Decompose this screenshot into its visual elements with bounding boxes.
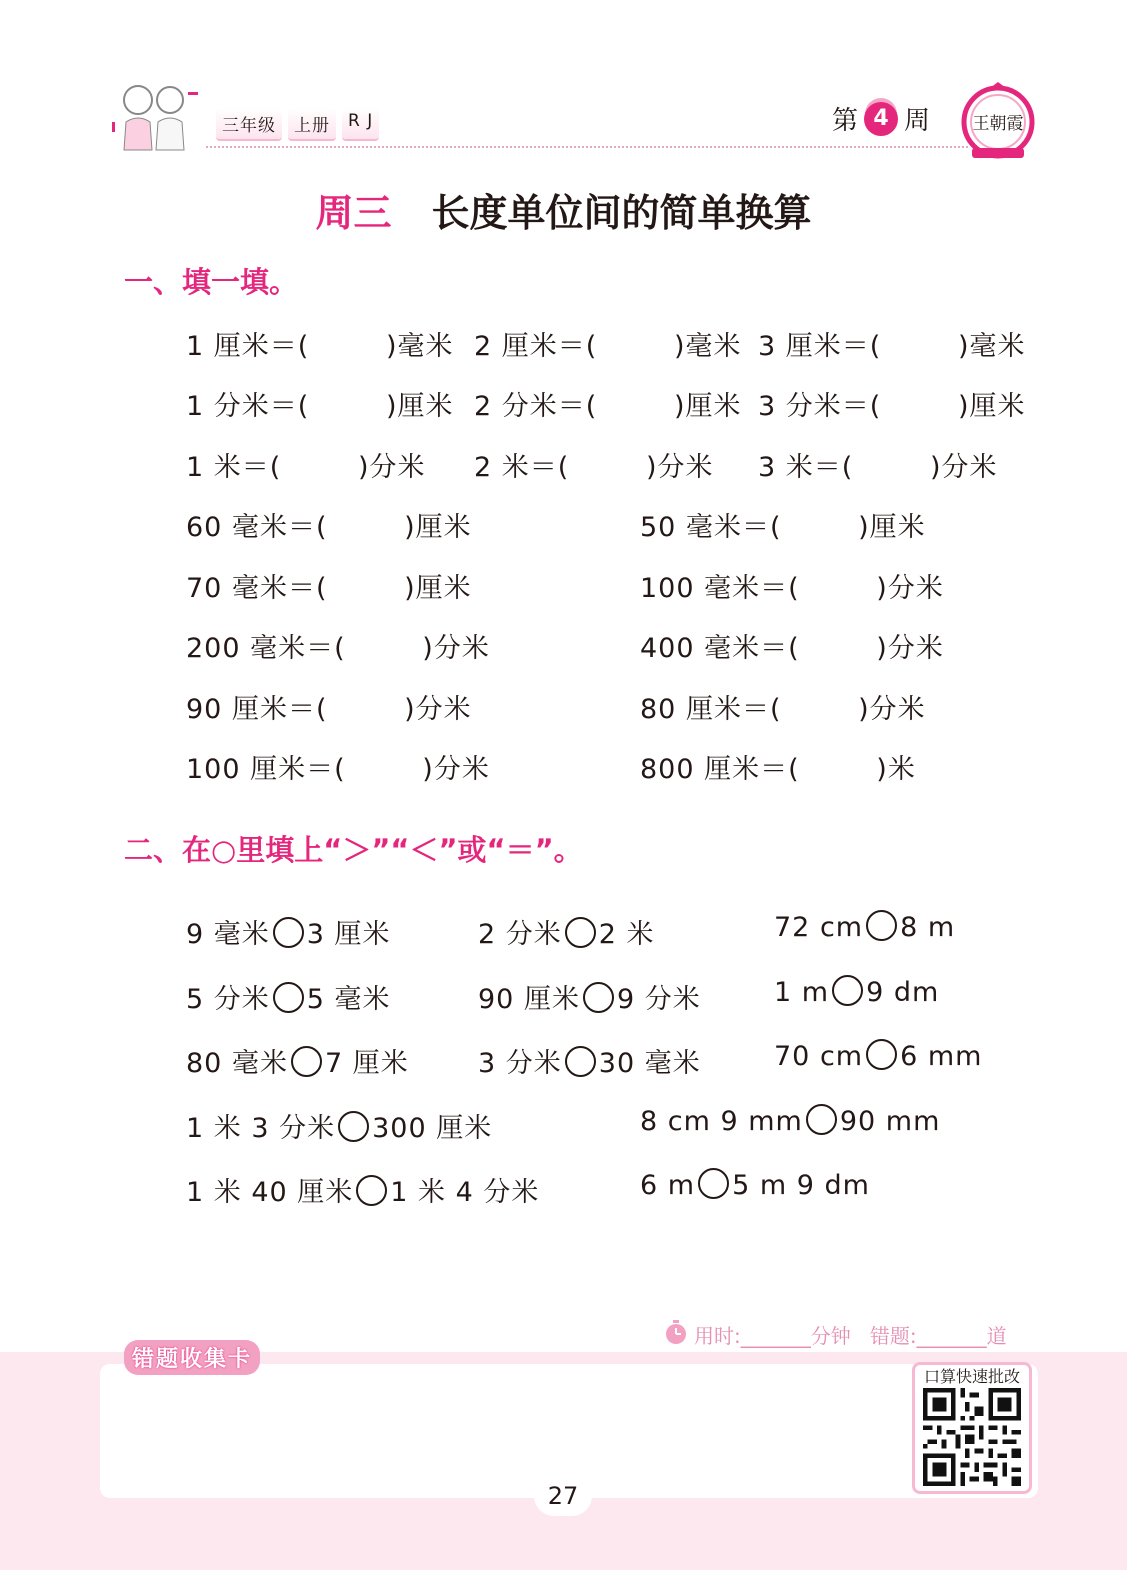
header-divider — [206, 146, 968, 148]
badge-text: 王朝霞 — [972, 114, 1024, 134]
question-3-3: 3 米＝( )分米 — [758, 452, 998, 483]
question-2-3: 3 分米＝( )厘米 — [758, 391, 1026, 422]
answer-circle[interactable] — [583, 982, 614, 1013]
compare-1-1 — [186, 912, 391, 951]
question-8-2: 800 厘米＝( )米 — [640, 754, 916, 785]
compare-4-1 — [186, 1106, 492, 1145]
answer-circle[interactable] — [291, 1046, 322, 1077]
compare-left: 1 米 3 分米 — [186, 1113, 336, 1144]
question-4-1: 60 毫米＝( )厘米 — [186, 512, 472, 543]
compare-left: 5 分米 — [186, 984, 270, 1015]
compare-right: 6 mm — [900, 1041, 983, 1072]
answer-circle[interactable] — [565, 1046, 596, 1077]
compare-3-1 — [186, 1041, 409, 1080]
question-3-2: 2 米＝( )分米 — [474, 452, 714, 483]
answer-circle[interactable] — [338, 1111, 369, 1142]
compare-2-3 — [774, 977, 939, 1008]
compare-right: 9 分米 — [616, 984, 701, 1015]
answer-circle[interactable] — [866, 1039, 897, 1070]
time-spent-field[interactable]: 用时:_______分钟 — [694, 1324, 851, 1348]
compare-2-2 — [478, 977, 701, 1016]
compare-right: 8 m — [900, 912, 956, 943]
compare-left: 72 cm — [774, 912, 864, 943]
compare-left: 9 毫米 — [186, 919, 270, 950]
time-and-errors — [694, 1320, 1007, 1349]
compare-left: 3 分米 — [478, 1048, 562, 1079]
question-7-2: 80 厘米＝( )分米 — [640, 694, 926, 725]
compare-right: 9 dm — [866, 977, 940, 1008]
compare-left: 8 cm 9 mm — [640, 1106, 803, 1137]
error-count-field[interactable]: 错题:_______道 — [869, 1324, 1007, 1348]
question-6-2: 400 毫米＝( )分米 — [640, 633, 944, 664]
qr-caption: 口算快速批改 — [923, 1367, 1020, 1386]
compare-left: 6 m — [640, 1170, 696, 1201]
grade-labels — [216, 108, 379, 141]
question-1-2: 2 厘米＝( )毫米 — [474, 331, 742, 362]
compare-2-1 — [186, 977, 391, 1016]
answer-circle[interactable] — [356, 1175, 387, 1206]
answer-circle[interactable] — [866, 910, 897, 941]
compare-right: 300 厘米 — [372, 1113, 493, 1144]
question-2-1: 1 分米＝( )厘米 — [186, 391, 454, 422]
answer-circle[interactable] — [832, 975, 863, 1006]
section2-heading: 二、在○里填上“＞”“＜”或“＝”。 — [124, 833, 583, 867]
week-indicator — [832, 100, 930, 137]
compare-3-3 — [774, 1041, 982, 1072]
compare-right: 30 毫米 — [598, 1048, 701, 1079]
question-1-3: 3 厘米＝( )毫米 — [758, 331, 1026, 362]
compare-1-2 — [478, 912, 655, 951]
error-card-label: 错题收集卡 — [124, 1340, 260, 1375]
answer-circle[interactable] — [273, 982, 304, 1013]
compare-4-2 — [640, 1106, 940, 1137]
compare-left: 70 cm — [774, 1041, 864, 1072]
week-number: 4 — [864, 102, 898, 136]
compare-left: 90 厘米 — [478, 984, 580, 1015]
answer-circle[interactable] — [565, 917, 596, 948]
question-5-2: 100 毫米＝( )分米 — [640, 573, 944, 604]
question-2-2: 2 分米＝( )厘米 — [474, 391, 742, 422]
week-prefix: 第 — [832, 106, 859, 136]
question-1-1: 1 厘米＝( )毫米 — [186, 331, 454, 362]
edition-pill: R J — [342, 108, 379, 141]
answer-circle[interactable] — [273, 917, 304, 948]
grade-pill: 三年级 — [216, 108, 282, 141]
kids-illustration — [108, 72, 204, 156]
compare-right: 90 mm — [839, 1106, 941, 1137]
compare-left: 1 m — [774, 977, 830, 1008]
compare-right: 3 厘米 — [306, 919, 391, 950]
compare-left: 80 毫米 — [186, 1048, 288, 1079]
question-5-1: 70 毫米＝( )厘米 — [186, 573, 472, 604]
section1-heading: 一、填一填。 — [124, 265, 299, 299]
qr-code-icon[interactable] — [922, 1388, 1022, 1486]
page-number: 27 — [534, 1476, 592, 1516]
question-6-1: 200 毫米＝( )分米 — [186, 633, 490, 664]
volume-pill: 上册 — [288, 108, 336, 141]
week-suffix: 周 — [904, 106, 931, 136]
compare-5-2 — [640, 1170, 870, 1201]
title-day: 周三 — [315, 191, 392, 235]
answer-circle[interactable] — [698, 1168, 729, 1199]
brand-badge-logo — [958, 80, 1038, 162]
compare-left: 2 分米 — [478, 919, 562, 950]
question-8-1: 100 厘米＝( )分米 — [186, 754, 490, 785]
question-4-2: 50 毫米＝( )厘米 — [640, 512, 926, 543]
compare-3-2 — [478, 1041, 701, 1080]
compare-right: 1 米 4 分米 — [390, 1177, 540, 1208]
compare-right: 7 厘米 — [324, 1048, 409, 1079]
compare-left: 1 米 40 厘米 — [186, 1177, 354, 1208]
answer-circle[interactable] — [806, 1104, 837, 1135]
question-7-1: 90 厘米＝( )分米 — [186, 694, 472, 725]
compare-right: 5 m 9 dm — [732, 1170, 870, 1201]
title-topic: 长度单位间的简单换算 — [431, 191, 812, 235]
compare-right: 5 毫米 — [306, 984, 391, 1015]
stopwatch-icon — [662, 1318, 690, 1346]
compare-right: 2 米 — [598, 919, 655, 950]
question-3-1: 1 米＝( )分米 — [186, 452, 426, 483]
compare-5-1 — [186, 1170, 539, 1209]
compare-1-3 — [774, 912, 955, 943]
page-title — [0, 182, 1127, 237]
